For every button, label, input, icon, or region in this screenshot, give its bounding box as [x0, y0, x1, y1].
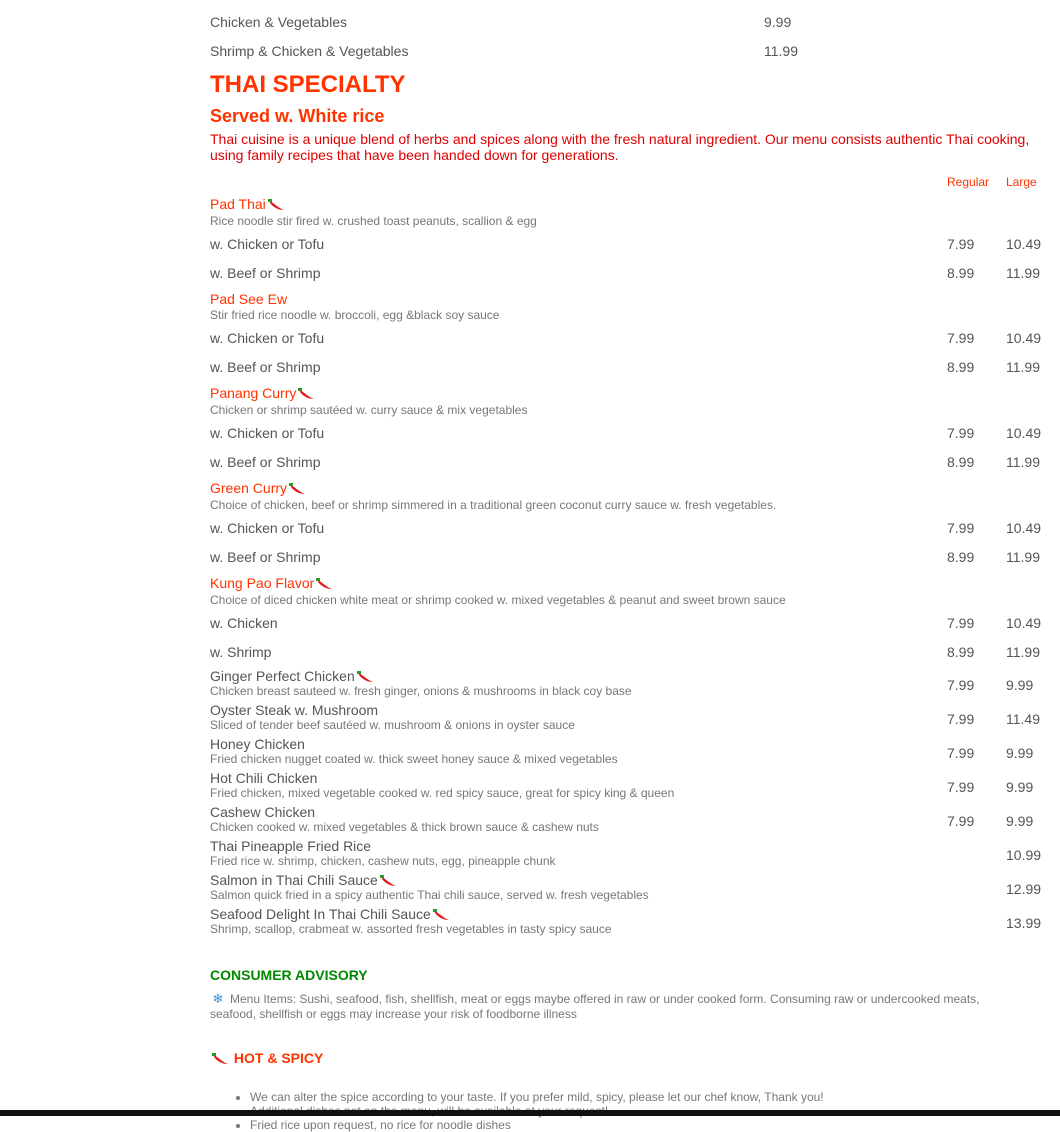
item-name: Salmon in Thai Chili Sauce: [210, 873, 398, 888]
chili-pepper-icon: [380, 874, 398, 888]
menu-item: [210, 805, 1045, 839]
bottom-bar: [0, 1110, 1060, 1116]
large-price: 11.99: [1006, 549, 1040, 565]
large-price: 9.99: [1006, 813, 1034, 829]
dish-description: Chicken or shrimp sautéed w. curry sauce & mix vegetables: [210, 403, 528, 417]
large-price: 10.49: [1006, 236, 1042, 252]
option-name: w. Chicken or Tofu: [210, 520, 325, 536]
menu-row: [210, 44, 1045, 73]
item-description: Chicken breast sauteed w. fresh ginger, onions & mushrooms in black coy base: [210, 684, 632, 698]
dish-option-row: [210, 607, 1045, 636]
price-column-headers: [210, 171, 1045, 191]
dish-option-row: [210, 512, 1045, 541]
hot-spicy-heading: [210, 1050, 1045, 1066]
item-price: 11.99: [764, 43, 798, 59]
dish-title: Panang Curry: [210, 386, 1045, 401]
menu-item: [210, 771, 1045, 805]
dish-section: [210, 197, 1045, 286]
dish-option-row: [210, 417, 1045, 446]
dish-description: Choice of diced chicken white meat or shrimp cooked w. mixed vegetables & peanut and sweet brown sauce: [210, 593, 786, 607]
menu-item: [210, 907, 1045, 941]
option-name: w. Chicken or Tofu: [210, 330, 325, 346]
item-name: Chicken & Vegetables: [210, 14, 347, 30]
item-name: Hot Chili Chicken: [210, 770, 318, 786]
item-name: Oyster Steak w. Mushroom: [210, 702, 379, 718]
large-header: Large: [1006, 175, 1037, 189]
option-name: w. Chicken or Tofu: [210, 236, 325, 252]
regular-price: 7.99: [947, 813, 975, 829]
dish-list: [210, 197, 1045, 665]
large-price: 11.49: [1006, 711, 1040, 727]
snowflake-icon: ❄: [212, 991, 224, 1006]
regular-price: 7.99: [947, 677, 975, 693]
dish-title: Kung Pao Flavor: [210, 576, 1045, 591]
item-price: 9.99: [764, 14, 792, 30]
dish-description: Rice noodle stir fired w. crushed toast peanuts, scallion & egg: [210, 214, 537, 228]
chili-pepper-icon: [433, 908, 451, 922]
regular-price: 8.99: [947, 359, 975, 375]
hot-spicy-title: HOT & SPICY: [233, 1050, 324, 1066]
menu-row: [210, 15, 1045, 44]
regular-price: 8.99: [947, 644, 975, 660]
regular-header: Regular: [947, 175, 990, 189]
item-description: Sliced of tender beef sautéed w. mushroom & onions in oyster sauce: [210, 718, 575, 732]
option-name: w. Chicken or Tofu: [210, 425, 325, 441]
item-name: Thai Pineapple Fried Rice: [210, 838, 372, 854]
advisory-text: [210, 991, 1000, 1022]
item-name: Shrimp & Chicken & Vegetables: [210, 43, 409, 59]
advisory-title: CONSUMER ADVISORY: [210, 967, 368, 983]
option-name: w. Beef or Shrimp: [210, 549, 321, 565]
menu-item: [210, 703, 1045, 737]
chili-pepper-icon: [357, 670, 375, 684]
section-intro: Thai cuisine is a unique blend of herbs and spices along with the fresh natural ingredient. Our menu consists authentic Thai cooking, using family recipes that have been handed down for generations.: [210, 131, 1030, 163]
large-price: 10.99: [1006, 847, 1042, 863]
item-name: Seafood Delight In Thai Chili Sauce: [210, 907, 451, 922]
regular-price: 7.99: [947, 615, 975, 631]
dish-option-row: [210, 636, 1045, 665]
dish-section: [210, 386, 1045, 475]
large-price: 12.99: [1006, 881, 1042, 897]
option-name: w. Beef or Shrimp: [210, 359, 321, 375]
option-name: w. Chicken: [210, 615, 278, 631]
regular-price: 8.99: [947, 454, 975, 470]
large-price: 9.99: [1006, 779, 1034, 795]
chili-pepper-icon: [289, 482, 307, 496]
item-name: Honey Chicken: [210, 736, 305, 752]
option-name: w. Beef or Shrimp: [210, 265, 321, 281]
menu-item: [210, 669, 1045, 703]
chili-pepper-icon: [316, 577, 334, 591]
item-description: Fried rice w. shrimp, chicken, cashew nuts, egg, pineapple chunk: [210, 854, 556, 868]
top-items: [210, 15, 1045, 73]
dish-option-row: [210, 228, 1045, 257]
dish-option-row: [210, 446, 1045, 475]
large-price: 11.99: [1006, 359, 1040, 375]
regular-price: 7.99: [947, 711, 975, 727]
item-name: Ginger Perfect Chicken: [210, 669, 375, 684]
dish-section: [210, 481, 1045, 570]
regular-price: 7.99: [947, 425, 975, 441]
dish-option-row: [210, 257, 1045, 286]
regular-price: 7.99: [947, 745, 975, 761]
chili-pepper-icon: [298, 387, 316, 401]
chili-pepper-icon: [268, 198, 286, 212]
large-price: 11.99: [1006, 265, 1040, 281]
chili-pepper-icon: [212, 1052, 230, 1066]
regular-price: 7.99: [947, 520, 975, 536]
advisory-body: Menu Items: Sushi, seafood, fish, shellfish, meat or eggs maybe offered in raw or under cooked form. Consuming raw or undercooked meats, seafood, shellfish or eggs may increase your risk of foodborne illness: [210, 992, 980, 1021]
regular-price: 8.99: [947, 265, 975, 281]
large-price: 10.49: [1006, 425, 1042, 441]
menu-content: [210, 0, 1045, 1132]
note-item: • Fried rice upon request, no rice for noodle dishes: [250, 1118, 1045, 1132]
item-description: Chicken cooked w. mixed vegetables & thick brown sauce & cashew nuts: [210, 820, 599, 834]
note-item: • We can alter the spice according to your taste. If you prefer mild, spicy, please let our chef know, Thank you!: [250, 1090, 1045, 1104]
regular-price: 7.99: [947, 236, 975, 252]
large-price: 11.99: [1006, 454, 1040, 470]
large-price: 13.99: [1006, 915, 1042, 931]
dish-title: Pad Thai: [210, 197, 1045, 212]
option-name: w. Shrimp: [210, 644, 272, 660]
menu-item: [210, 839, 1045, 873]
dish-option-row: [210, 322, 1045, 351]
large-price: 10.49: [1006, 330, 1042, 346]
dish-option-row: [210, 351, 1045, 380]
dish-section: [210, 292, 1045, 380]
item-description: Fried chicken nugget coated w. thick sweet honey sauce & mixed vegetables: [210, 752, 618, 766]
large-price: 9.99: [1006, 745, 1034, 761]
large-price: 10.49: [1006, 615, 1042, 631]
item-description: Fried chicken, mixed vegetable cooked w. red spicy sauce, great for spicy king & queen: [210, 786, 675, 800]
item-description: Shrimp, scallop, crabmeat w. assorted fresh vegetables in tasty spicy sauce: [210, 922, 612, 936]
item-description: Salmon quick fried in a spicy authentic Thai chili sauce, served w. fresh vegetables: [210, 888, 649, 902]
large-price: 9.99: [1006, 677, 1034, 693]
menu-item: [210, 737, 1045, 771]
item-list: [210, 669, 1045, 941]
dish-description: Stir fried rice noodle w. broccoli, egg &black soy sauce: [210, 308, 500, 322]
dish-title: Green Curry: [210, 481, 1045, 496]
menu-item: [210, 873, 1045, 907]
item-name: Cashew Chicken: [210, 804, 316, 820]
large-price: 11.99: [1006, 644, 1040, 660]
dish-section: [210, 576, 1045, 665]
regular-price: 7.99: [947, 330, 975, 346]
regular-price: 7.99: [947, 779, 975, 795]
dish-description: Choice of chicken, beef or shrimp simmered in a traditional green coconut curry sauce w. fresh vegetables.: [210, 498, 777, 512]
regular-price: 8.99: [947, 549, 975, 565]
section-title: THAI SPECIALTY: [210, 71, 406, 98]
dish-option-row: [210, 541, 1045, 570]
option-name: w. Beef or Shrimp: [210, 454, 321, 470]
section-subtitle: Served w. White rice: [210, 106, 385, 126]
dish-title: Pad See Ew: [210, 291, 288, 307]
large-price: 10.49: [1006, 520, 1042, 536]
